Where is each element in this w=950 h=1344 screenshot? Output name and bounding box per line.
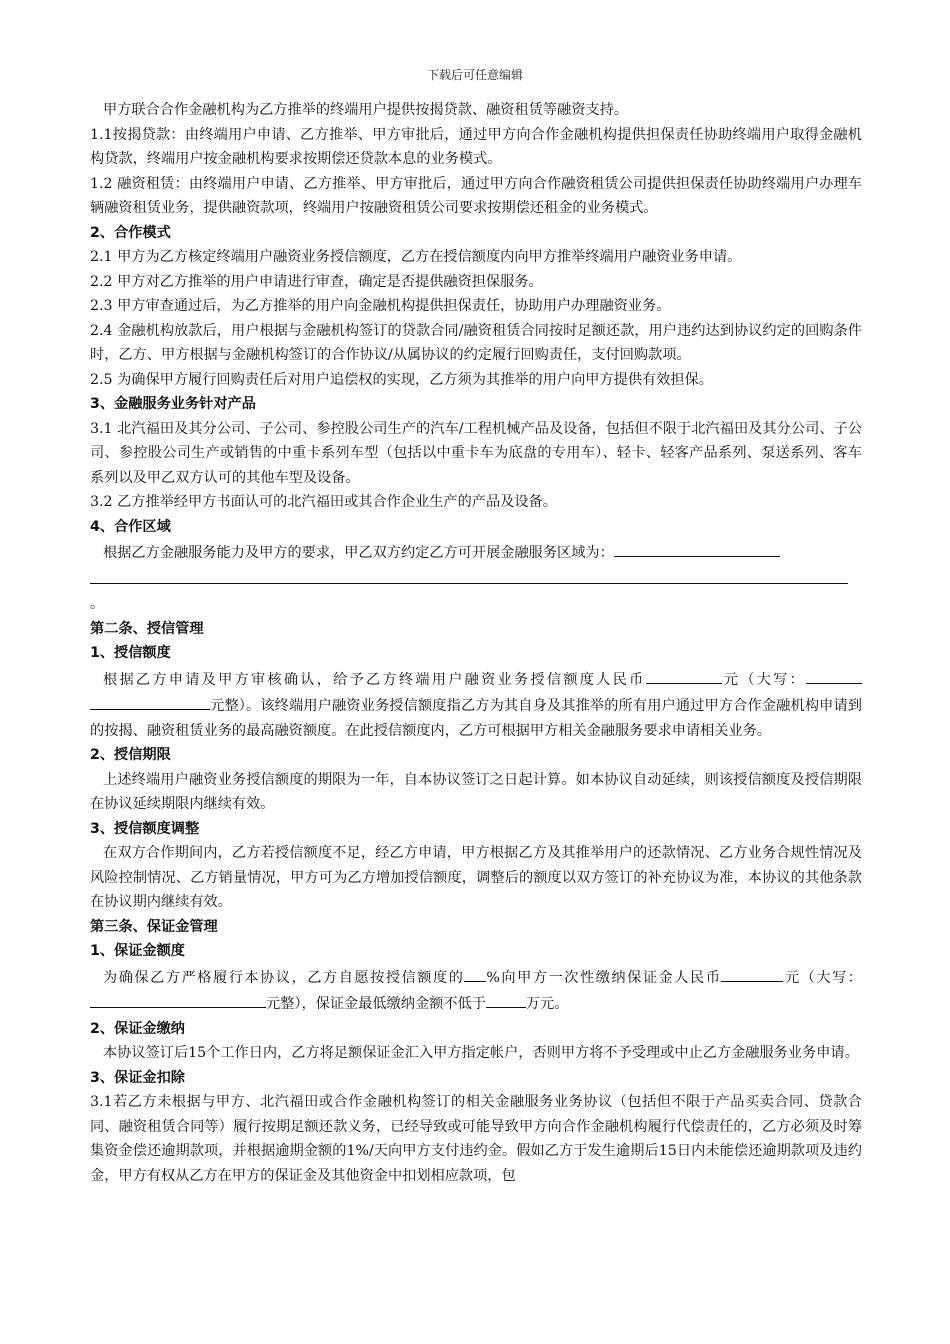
deposit-amount-blank xyxy=(721,964,783,982)
heading-credit-term: 2、授信期限 xyxy=(90,747,171,763)
credit-limit-text-a: 根据乙方申请及甲方审核确认，给予乙方终端用户融资业务授信额度人民币 xyxy=(103,671,646,688)
area-continuation xyxy=(90,566,862,617)
clause-area xyxy=(90,539,862,566)
document-body xyxy=(90,98,862,1188)
heading-credit-adjustment: 3、授信额度调整 xyxy=(90,820,200,837)
area-blank xyxy=(614,539,780,557)
heading-target-products: 3、金融服务业务针对产品 xyxy=(90,396,256,412)
heading-cooperation-mode: 2、合作模式 xyxy=(90,224,171,241)
percent-blank xyxy=(464,964,486,982)
credit-limit-text-c: 元整）。该终端用户融资业务授信额度指乙方为其自身及其推举的所有用户通过甲方合作金融机构申请到的按揭、融资租赁业务的最高融资额度。在此授信额度内，乙方可根据甲方相关金融服务要求申请相关业务。 xyxy=(90,698,862,739)
clause-3-2: 3.2 乙方推举经甲方书面认可的北汽福田或其合作企业生产的产品及设备。 xyxy=(90,494,557,510)
heading-credit-limit: 1、授信额度 xyxy=(90,645,171,661)
deposit-payment-paragraph: 本协议签订后15个工作日内，乙方将足额保证金汇入甲方指定帐户，否则甲方将不予受理或中止乙方金融服务业务申请。 xyxy=(103,1045,859,1061)
area-period: 。 xyxy=(90,596,105,612)
amount-words-blank-2 xyxy=(90,692,210,710)
deposit-text-d: 元整），保证金最低缴纳金额不低于 xyxy=(266,996,486,1012)
amount-words-blank xyxy=(806,666,862,684)
deposit-deduction-paragraph: 3.1若乙方未根据与甲方、北汽福田或合作金融机构签订的相关金融服务业务协议（包括但不限于产品买卖合同、贷款合同、融资租赁合同等）履行按期足额还款义务，已经导致或可能导致甲方向合作金融机构履行代偿责任的，乙方必须及时筹集资金偿还逾期款项，并根据逾期金额的1%/天向甲方支付违约金。假如乙方于发生逾期后15日内未能偿还逾期款项及违约金，甲方有权从乙方在甲方的保证金及其他资金中扣划相应款项，包 xyxy=(90,1094,862,1184)
credit-adjustment-paragraph: 在双方合作期间内，乙方若授信额度不足，经乙方申请，甲方根据乙方及其推举用户的还款情况、乙方业务合规性情况及风险控制情况、乙方销量情况，甲方可为乙方增加授信额度，调整后的额度以双方签订的补充协议为准，本协议的其他条款在协议期内继续有效。 xyxy=(90,845,862,910)
page-header: 下载后可任意编辑 xyxy=(426,68,523,82)
area-blank-line xyxy=(90,566,848,584)
clause-2-4: 2.4 金融机构放款后，用户根据与金融机构签订的贷款合同/融资租赁合同按时足额还款，用户违约达到协议约定的回购条件时，乙方、甲方根据与金融机构签订的合作协议/从属协议的约定履行回购责任，支付回购款项。 xyxy=(90,322,862,363)
amount-blank xyxy=(646,666,722,684)
clause-1-1: 1.1按揭贷款：由终端用户申请、乙方推举、甲方审批后，通过甲方向合作金融机构提供担保责任协助终端用户取得金融机构贷款，终端用户按金融机构要求按期偿还贷款本息的业务模式。 xyxy=(90,126,862,167)
credit-limit-text-b: 元（大写： xyxy=(721,671,806,688)
heading-deposit-payment: 2、保证金缴纳 xyxy=(90,1020,185,1037)
heading-deposit-deduction: 3、保证金扣除 xyxy=(90,1069,185,1086)
clause-2-3: 2.3 甲方审查通过后，为乙方推举的用户向金融机构提供担保责任，协助用户办理融资业务。 xyxy=(90,298,671,314)
clause-1-2: 1.2 融资租赁：由终端用户申请、乙方推举、甲方审批后，通过甲方向合作融资租赁公司提供担保责任协助终端用户办理车辆融资租赁业务，提供融资款项，终端用户按融资租赁公司要求按期偿还租金的业务模式。 xyxy=(90,175,862,216)
deposit-amount-paragraph xyxy=(90,964,862,1017)
clause-3-1: 3.1 北汽福田及其分公司、子公司、参控股公司生产的汽车/工程机械产品及设备，包括但不限于北汽福田及其分公司、子公司、参控股公司生产或销售的中重卡系列车型（包括以中重卡车为底盘的专用车）、轻卡、轻客产品系列、泵送系列、客车系列以及甲乙双方认可的其他车型及设备。 xyxy=(90,420,862,486)
deposit-text-e: 万元。 xyxy=(525,996,569,1012)
article-2-title: 第二条、授信管理 xyxy=(90,620,204,637)
credit-limit-paragraph xyxy=(90,666,862,744)
clause-2-5: 2.5 为确保甲方履行回购责任后对用户追偿权的实现，乙方须为其推举的用户向甲方提供有效担保。 xyxy=(90,371,713,388)
article-3-title: 第三条、保证金管理 xyxy=(90,918,218,935)
minimum-blank xyxy=(486,990,526,1008)
section1-intro: 甲方联合合作金融机构为乙方推举的终端用户提供按揭贷款、融资租赁等融资支持。 xyxy=(103,102,628,118)
credit-term-paragraph: 上述终端用户融资业务授信额度的期限为一年，自本协议签订之日起计算。如本协议自动延续，则该授信额度及授信期限在协议延续期限内继续有效。 xyxy=(90,771,862,812)
heading-cooperation-area: 4、合作区域 xyxy=(90,518,171,535)
deposit-words-blank xyxy=(90,990,266,1008)
deposit-text-c: 元（大写： xyxy=(783,969,862,986)
heading-deposit-amount: 1、保证金额度 xyxy=(90,943,185,959)
deposit-text-a: 为确保乙方严格履行本协议，乙方自愿按授信额度的 xyxy=(103,969,465,986)
clause-2-1: 2.1 甲方为乙方核定终端用户融资业务授信额度，乙方在授信额度内向甲方推举终端用户融资业务申请。 xyxy=(90,249,742,265)
deposit-text-b: %向甲方一次性缴纳保证金人民币 xyxy=(486,969,722,986)
area-text: 根据乙方金融服务能力及甲方的要求，甲乙双方约定乙方可开展金融服务区域为： xyxy=(103,545,614,561)
clause-2-2: 2.2 甲方对乙方推举的用户申请进行审查，确定是否提供融资担保服务。 xyxy=(90,273,543,290)
